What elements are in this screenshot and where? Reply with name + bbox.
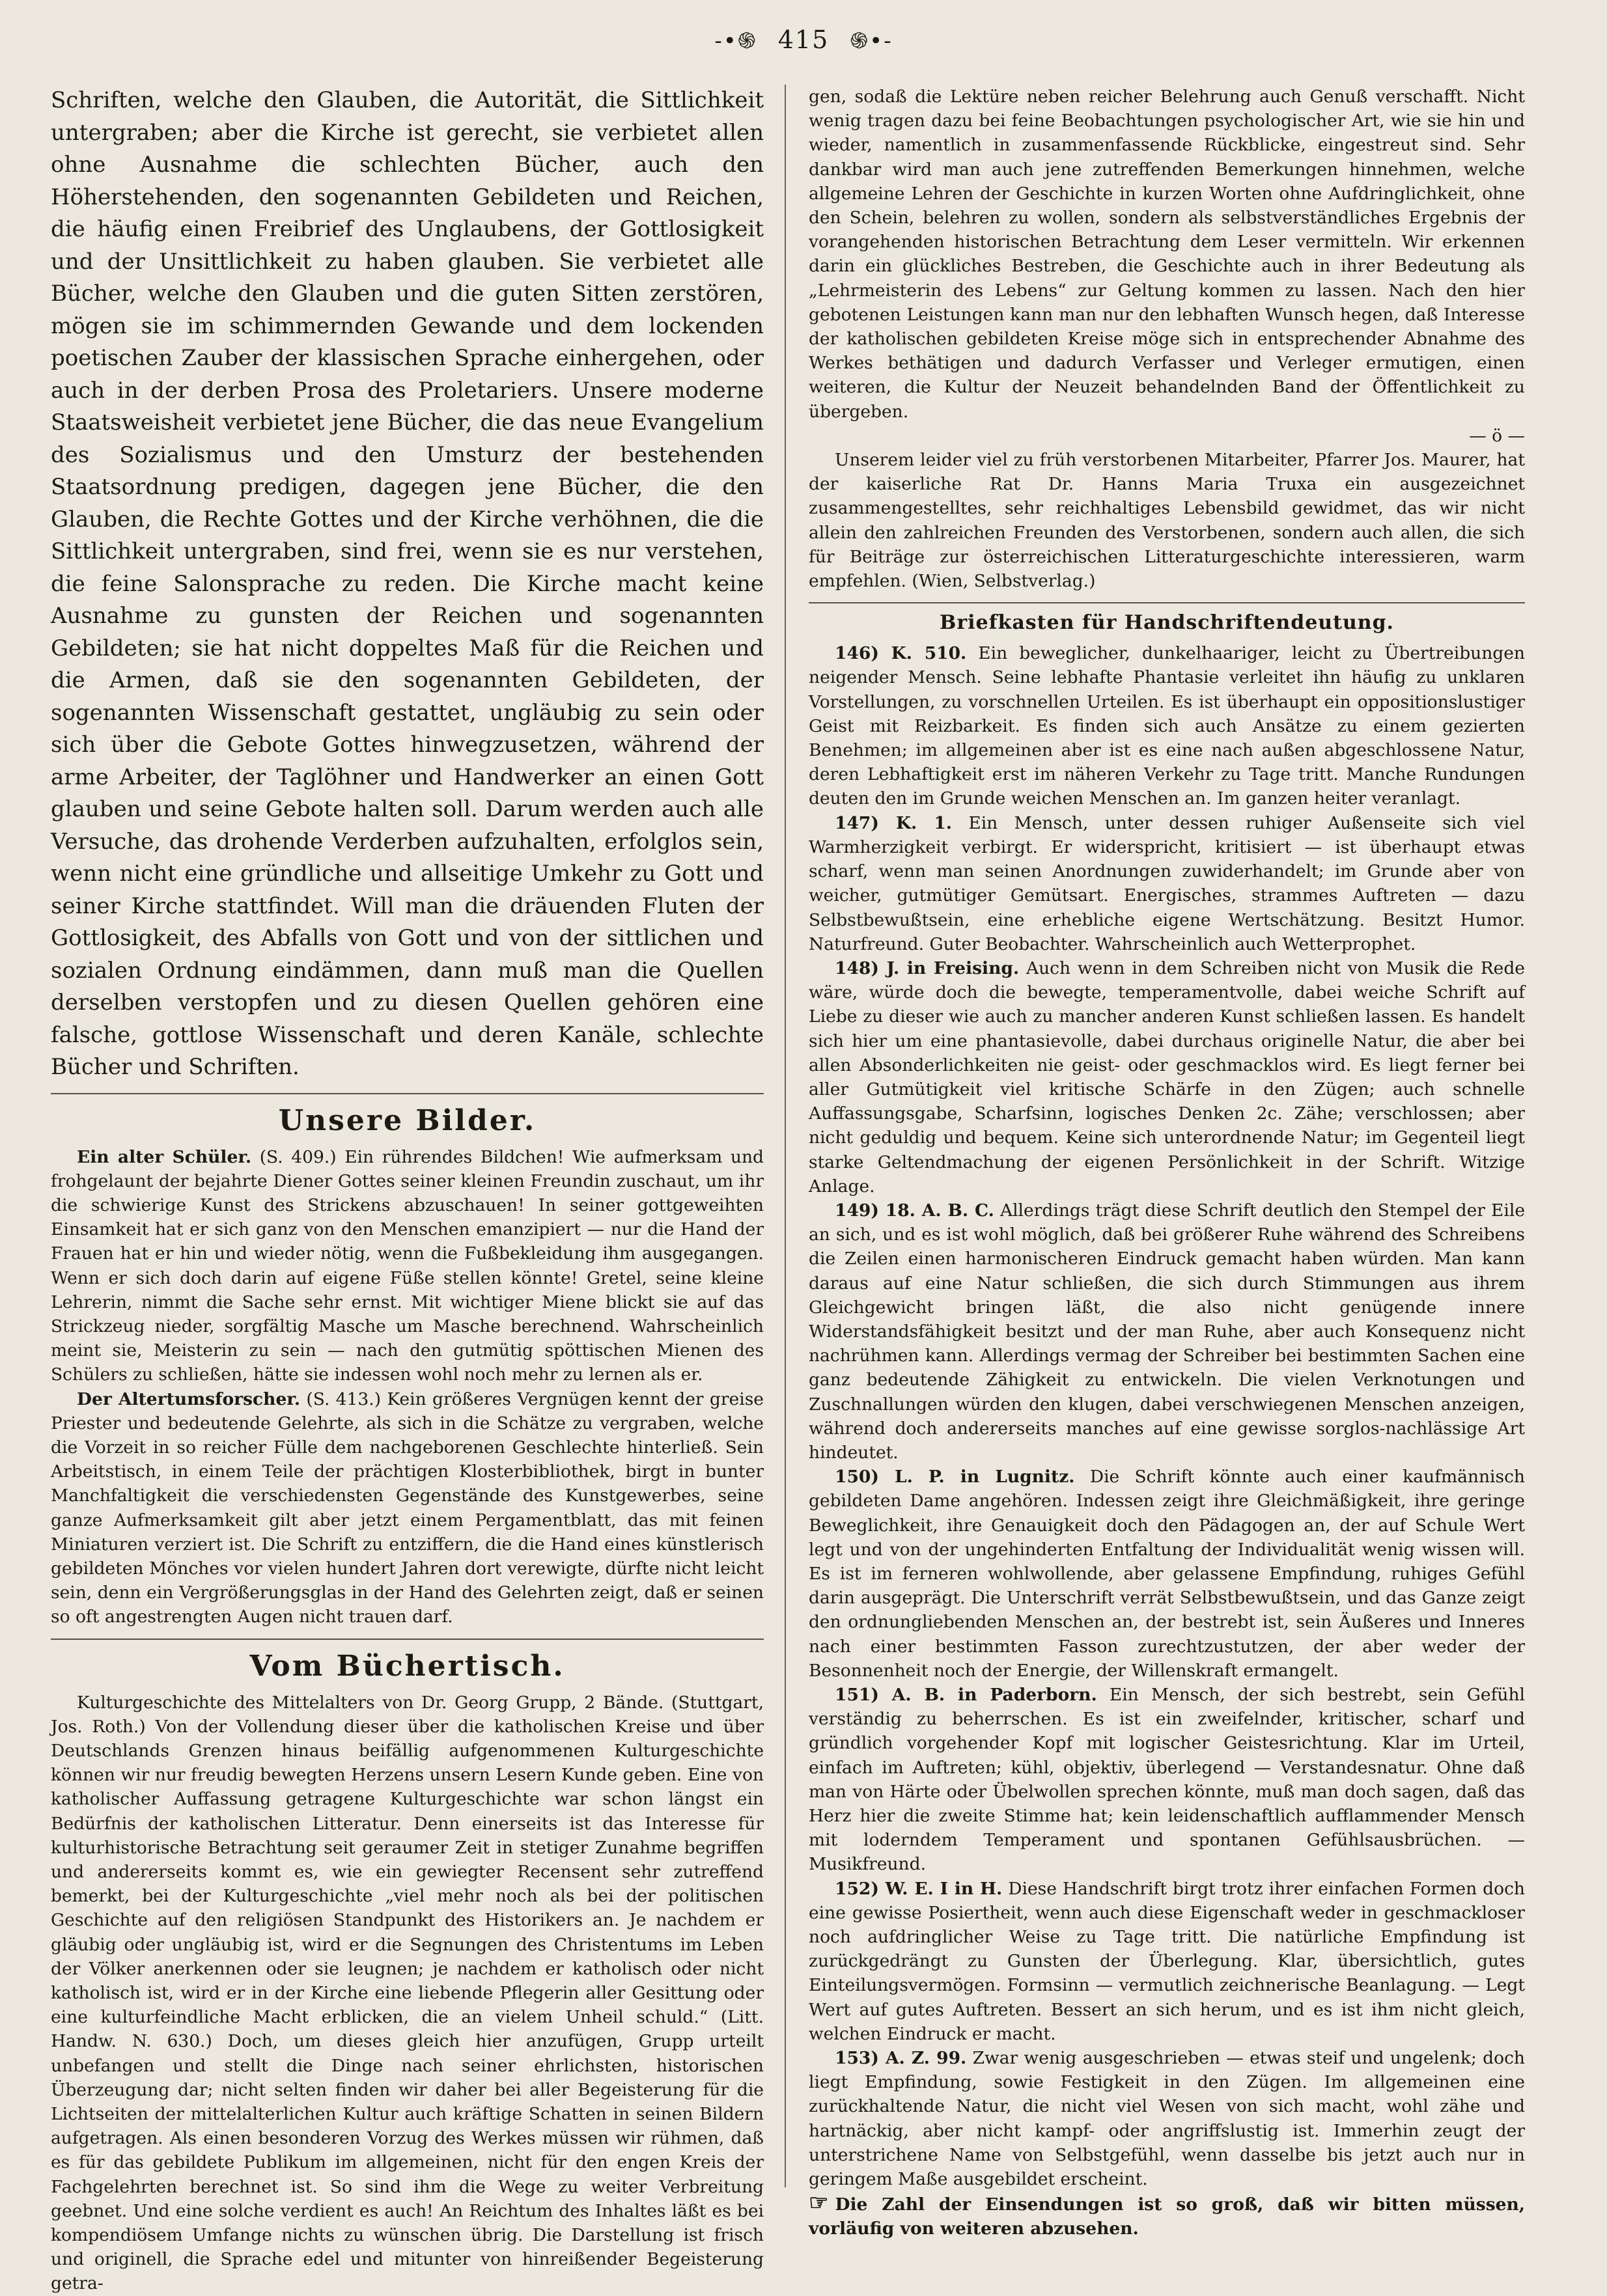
section-title-briefkasten: Briefkasten für Handschriftendeutung.: [939, 611, 1394, 635]
brief-entry-head: 150) L. P. in Lugnitz.: [835, 1467, 1075, 1487]
brief-entry-head: 147) K. 1.: [835, 812, 953, 833]
brief-entry-text: Ein beweglicher, dunkelhaariger, leicht zu Übertreibungen neigender Mensch. Seine lebhafte Phantasie verleitet ihn häufig zu unklaren Vorstellungen, zu vorschnellen Urteilen. Es ist überhaupt ein oppositionslustiger Geist mit Reizbarkeit. Es finden sich auch Ansätze zu einem gezierten Benehmen; im allgemeinen aber ist es eine nach außen abgeschlossene Natur, deren Lebhaftigkeit erst im näheren Verkehr zu Tage tritt. Manche Rundungen deuten den im Grunde weichen Menschen an. Im ganzen heiter veranlagt.: [809, 643, 1526, 809]
left-column: [51, 85, 764, 2296]
bilder-item-head: Der Altertumsforscher.: [77, 1389, 301, 1409]
page-header: [0, 25, 1607, 64]
bilder-item: [51, 1145, 764, 1387]
section-rule: [809, 602, 1525, 603]
submission-notice-text: Die Zahl der Einsendungen ist so groß, daß wir bitten müssen, vorläufig von weiteren abzusehen.: [809, 2194, 1525, 2239]
brief-entry-head: 152) W. E. I in H.: [835, 1878, 1003, 1899]
left-ornament: -•֍: [714, 28, 757, 54]
brief-entry: [809, 1465, 1525, 1683]
buecher-review: Kulturgeschichte des Mittelalters von Dr. Georg Grupp, 2 Bände. (Stuttgart, Jos. Roth.) Von der Vollendung dieser über die katholischen Kreise und über Deutschlands Grenzen hinaus beifällig aufgenommenen Kulturgeschichte können wir nur freudig bewegten Herzens unsern Lesern Kunde geben. Eine von katholischer Auffassung getragene Kulturgeschichte war schon längst ein Bedürfnis der katholischen Litteratur. Denn einerseits ist das Interesse für kulturhistorische Betrachtung seit geraumer Zeit in stetiger Zunahme begriffen und andererseits kommt es, wie ein gewiegter Recensent sehr zutreffend bemerkt, bei der Kulturgeschichte „viel mehr noch als bei der politischen Geschichte auf den religiösen Standpunkt des Historikers an. Je nachdem er gläubig oder ungläubig ist, wird er die Segnungen des Christentums im Leben der Völker anerkennen oder sie leugnen; je nachdem er katholisch oder nicht katholisch ist, wird er in der Kirche eine liebende Pflegerin aller Gesittung oder eine kulturfeindliche Macht erblicken, die an vielem Unheil schuld.“ (Litt. Handw. N. 630.) Doch, um dieses gleich hier anzufügen, Grupp urteilt unbefangen und stellt die Dinge nach seiner ehrlichsten, historischen Überzeugung dar; nicht selten finden wir daher bei aller Begeisterung für die Lichtseiten der mittelalterlichen Kultur auch kräftige Schatten in seinen Bildern aufgetragen. Als einen besonderen Vorzug des Werkes müssen wir rühmen, daß es für das gebildete Publikum im allgemeinen, nicht für den engen Kreis der Fachgelehrten berechnet ist. So sind ihm die Wege zu weiter Verbreitung geebnet. Und eine solche verdient es auch! An Reichtum des Inhaltes läßt es bei kompendiösem Umfange nichts zu wünschen übrig. Die Darstellung ist frisch und originell, die Sprache edel und mitunter von hinreißender Begeisterung getra-: [51, 1692, 764, 2294]
column-divider: [785, 85, 786, 2187]
section-rule: [51, 1093, 764, 1094]
pointing-hand-icon: ☞: [809, 2190, 829, 2217]
brief-entry: [809, 1198, 1525, 1465]
brief-entry: [809, 1877, 1525, 2046]
brief-entry-text: Diese Handschrift birgt trotz ihrer einfachen Formen doch eine gewisse Posiertheit, wenn auch diese Eigenschaft weder in geschmackloser noch aufdringlicher Weise zu Tage tritt. Die natürliche Empfindung ist zurückgedrängt zu Gunsten der Überlegung. Klar, übersichtlich, gutes Einteilungsvermögen. Formsinn — vermutlich zeichnerische Beanlagung. — Legt Wert auf gutes Auftreten. Bessert an sich herum, und es ist ihm nicht gleich, welchen Eindruck er macht.: [809, 1878, 1525, 2044]
maurer-paragraph: Unserem leider viel zu früh verstorbenen Mitarbeiter, Pfarrer Jos. Maurer, hat der kaiserliche Rat Dr. Hanns Maria Truxa ein ausgezeichnet zusammengestelltes, sehr reichhaltiges Lebensbild gewidmet, das wir nicht allein den zahlreichen Freunden des Verstorbenen, sondern auch allen, die sich für Beiträge zur österreichischen Litteraturgeschichte interessieren, warm empfehlen. (Wien, Selbstverlag.): [809, 450, 1525, 592]
review-signature: — ö —: [1469, 425, 1525, 446]
submission-notice: [809, 2191, 1525, 2241]
intro-paragraph: Schriften, welche den Glauben, die Autorität, die Sittlichkeit untergraben; aber die Kirche ist gerecht, sie verbietet allen ohne Ausnahme die schlechten Bücher, auch den Höherstehenden, den sogenannten Gebildeten und Reichen, die häufig einen Freibrief des Unglaubens, der Gottlosigkeit und der Unsittlichkeit zu haben glauben. Sie verbietet alle Bücher, welche den Glauben und die guten Sitten zerstören, mögen sie im schimmernden Gewande und dem lockenden poetischen Zauber der klassischen Sprache einhergehen, oder auch in der derben Prosa des Proletariers. Unsere moderne Staatsweisheit verbietet jene Bücher, die das neue Evangelium des Sozialismus und den Umsturz der bestehenden Staatsordnung predigen, dagegen jene Bücher, die den Glauben, die Rechte Gottes und der Kirche verhöhnen, die die Sittlichkeit untergraben, sind frei, wenn sie es nur verstehen, die feine Salonsprache zu reden. Die Kirche macht keine Ausnahme zu gunsten der Reichen und sogenannten Gebildeten; sie hat nicht doppeltes Maß für die Reichen und die Armen, daß sie den sogenannten Gebildeten, der sogenannten Wissenschaft gestattet, ungläubig zu sein oder sich über die Gebote Gottes hinwegzusetzen, während der arme Arbeiter, der Taglöhner und Handwerker an einen Gott glauben und seine Gebote halten soll. Darum werden auch alle Versuche, das drohende Verderben aufzuhalten, erfolglos sein, wenn nicht eine gründliche und allseitige Umkehr zu Gott und seiner Kirche stattfindet. Will man die dräuenden Fluten der Gottlosigkeit, des Abfalls von Gott und von der sittlichen und sozialen Ordnung eindämmen, dann muß man die Quellen derselben verstopfen und zu diesen Quellen gehören eine falsche, gottlose Wissenschaft und deren Kanäle, schlechte Bücher und Schriften.: [51, 87, 764, 1080]
bilder-item: [51, 1387, 764, 1629]
page-number: 415: [777, 25, 830, 54]
brief-entry: [809, 811, 1525, 956]
brief-entry-head: 146) K. 510.: [835, 643, 967, 664]
buecher-review-continued: gen, sodaß die Lektüre neben reicher Belehrung auch Genuß verschafft. Nicht wenig tragen dazu bei feine Beobachtungen psychologischer Art, wie sie hin und wieder, namentlich in zusammenfassende Rückblicke, eingestreut sind. Sehr dankbar wird man auch jene zutreffenden Bemerkungen hinnehmen, welche allgemeine Lehren der Geschichte in kurzen Worten ohne Aufdringlichkeit, ohne den Schein, belehren zu wollen, sondern als selbstverständliches Ergebnis der vorangehenden historischen Betrachtung dem Leser vermitteln. Wir erkennen darin ein glückliches Bestreben, die Geschichte auch in ihrer Bedeutung als „Lehrmeisterin des Lebens“ zur Geltung kommen zu lassen. Nach den hier gebotenen Leistungen kann man nur den lebhaften Wunsch hegen, daß Interesse der katholischen gebildeten Kreise möge sich in entsprechender Abnahme des Werkes bethätigen und dadurch Verfasser und Verleger ermutigen, einen weiteren, die Kultur der Neuzeit behandelnden Band der Öffentlichkeit zu übergeben.: [809, 87, 1525, 422]
brief-entry-text: Zwar wenig ausgeschrieben — etwas steif und ungelenk; doch liegt Empfindung, sowie Festigkeit in den Zügen. Im allgemeinen eine zurückhaltende Natur, die nicht viel Wesen von sich macht, wohl zähe und hartnäckig, aber nicht kampf- oder angriffslustig ist. Immerhin zeugt der unterstrichene Name von Selbstgefühl, wenn dasselbe bis jetzt auch nur in geringem Maße ausgebildet erscheint.: [809, 2048, 1525, 2190]
brief-entry-head: 153) A. Z. 99.: [835, 2048, 967, 2069]
brief-entry-text: Allerdings trägt diese Schrift deutlich den Stempel der Eile an sich, und es ist wohl möglich, daß bei größerer Ruhe während des Schreibens die Zeilen einen harmonischeren Eindruck gemacht haben würden. Man kann daraus auf eine Natur schließen, die sich durch Stimmungen aus ihrem Gleichgewicht bringen läßt, die also nicht genügende innere Widerstandsfähigkeit besitzt und der man Ruhe, aber auch Konsequenz nicht nachrühmen kann. Allerdings vermag der Schreiber bei bestimmten Sachen eine ganz bedeutende Zähigkeit zu entwickeln. Die vielen Verknotungen und Zuschnallungen würden den klugen, dabei verschwiegenen Menschen anzeigen, während doch andererseits manches auf eine gewisse sorglos-nachlässige Art hindeutet.: [809, 1200, 1525, 1463]
section-rule: [51, 1639, 764, 1640]
brief-entry-head: 149) 18. A. B. C.: [835, 1200, 994, 1221]
section-title-bilder: Unsere Bilder.: [278, 1103, 537, 1137]
brief-entry: [809, 2046, 1525, 2191]
right-column: [809, 85, 1525, 2241]
bilder-item-text: (S. 413.) Kein größeres Vergnügen kennt der greise Priester und bedeutende Gelehrte, als sich in die Schätze zu vergraben, welche die Vorzeit in so reicher Fülle dem nachgeborenen Geschlechte hinterließ. Sein Arbeitstisch, in einem Teile der prächtigen Klosterbibliothek, birgt in bunter Manchfaltigkeit die verschiedensten Gegenstände des Kunstgewerbes, seine ganze Aufmerksamkeit gilt aber jetzt einem Pergamentblatt, das mit feinen Miniaturen verziert ist. Die Schrift zu entziffern, die die Hand eines künstlerisch gebildeten Mönches vor vielen hundert Jahren dort verewigte, dürfte nicht leicht sein, denn ein Vergrößerungsglas in der Hand des Gelehrten zeigt, daß er seinen so oft angestrengten Augen nicht trauen darf.: [51, 1389, 764, 1627]
bilder-item-text: (S. 409.) Ein rührendes Bildchen! Wie aufmerksam und frohgelaunt der bejahrte Diener Gottes seiner kleinen Freundin zuschaut, um ihr die schwierige Kunst des Strickens abzuschauen! In seiner gottgeweihten Einsamkeit hat er sich ganz von den Menschen emanzipiert — nur die Hand der Frauen hat er hin und wieder nötig, wenn die Fußbekleidung ihm ausgegangen. Wenn er sich doch darin auf eigene Füße stellen könnte! Gretel, seine kleine Lehrerin, nimmt die Sache sehr ernst. Mit wichtiger Miene blickt sie auf das Strickzeug nieder, sorgfältig Masche um Masche berechnend. Wahrscheinlich meint sie, Meisterin zu sein — nach den gutmütig spöttischen Mienen des Schülers zu schließen, hätte sie indessen wohl noch mehr zu lernen als er.: [51, 1146, 764, 1385]
bilder-item-head: Ein alter Schüler.: [77, 1146, 252, 1167]
brief-entry-head: 148) J. in Freising.: [835, 958, 1020, 978]
brief-entry-text: Ein Mensch, der sich bestrebt, sein Gefühl verständig zu beherrschen. Es ist ein zweifelnder, kritischer, scharf und gründlich vorgehender Kopf mit logischer Geistesrichtung. Klar im Urteil, einfach im Auftreten; kühl, objektiv, überlegend — Verstandesnatur. Ohne daß man von Härte oder Übelwollen sprechen könnte, muß man doch sagen, daß das Herz hier die zweite Stimme hat; kein leidenschaftlich aufflammender Mensch mit loderndem Temperament und spontanen Gefühlsausbrüchen. — Musikfreund.: [809, 1685, 1525, 1875]
brief-entry: [809, 956, 1525, 1198]
section-title-buecher: Vom Büchertisch.: [249, 1649, 565, 1683]
brief-entry-text: Die Schrift könnte auch einer kaufmännisch gebildeten Dame angehören. Indessen zeigt ihre Gleichmäßigkeit, ihre geringe Beweglichkeit, ihre Genauigkeit doch den Pädagogen an, der auf Schule Wert legt und von der ungehinderten Entfaltung der Individualität wenig wissen will. Es ist im ferneren wohlwollende, aber gelassene Empfindung, ruhiges Gefühl darin ausgeprägt. Die Unterschrift verrät Selbstbewußtsein, und das Ganze zeigt den ordnungliebenden Menschen an, der bestrebt ist, sein Äußeres und Inneres nach einer bestimmten Fasson zurechtzustutzen, der aber weder der Besonnenheit noch der Energie, der Willenskraft ermangelt.: [809, 1467, 1526, 1681]
brief-entry-text: Ein Mensch, unter dessen ruhiger Außenseite sich viel Warmherzigkeit verbirgt. Er widerspricht, kritisiert — ist überhaupt etwas scharf, wenn man seinen Anordnungen zuwiderhandelt; im Grunde aber von weicher, gutmütiger Gemütsart. Energisches, strammes Auftreten — dazu Selbstbewußtsein, eine erhebliche eigene Wertschätzung. Besitzt Humor. Naturfreund. Guter Beobachter. Wahrscheinlich auch Wetterprophet.: [809, 812, 1525, 954]
brief-entry-text: Auch wenn in dem Schreiben nicht von Musik die Rede wäre, würde doch die bewegte, temperamentvolle, dabei weiche Schrift auf Liebe zu dieser wie auch zu mancher anderen Kunst schließen lassen. Es handelt sich hier um eine phantasievolle, dabei durchaus originelle Natur, die aber bei allen Absonderlichkeiten nie geist- oder geschmacklos wird. Es liegt ferner bei aller Gutmütigkeit viel kritische Schärfe in den Zügen; auch schnelle Auffassungsgabe, Scharfsinn, logisches Denken 2c. Zähe; verschlossen; aber nicht geduldig und bequem. Keine sich unterordnende Natur; im Gegenteil liegt starke Geltendmachung der eigenen Persönlichkeit in der Schrift. Witzige Anlage.: [809, 958, 1525, 1196]
brief-entry: [809, 1683, 1525, 1877]
brief-entry-head: 151) A. B. in Paderborn.: [835, 1685, 1097, 1705]
right-ornament: ֍•-: [850, 28, 893, 54]
brief-entry: [809, 641, 1525, 810]
